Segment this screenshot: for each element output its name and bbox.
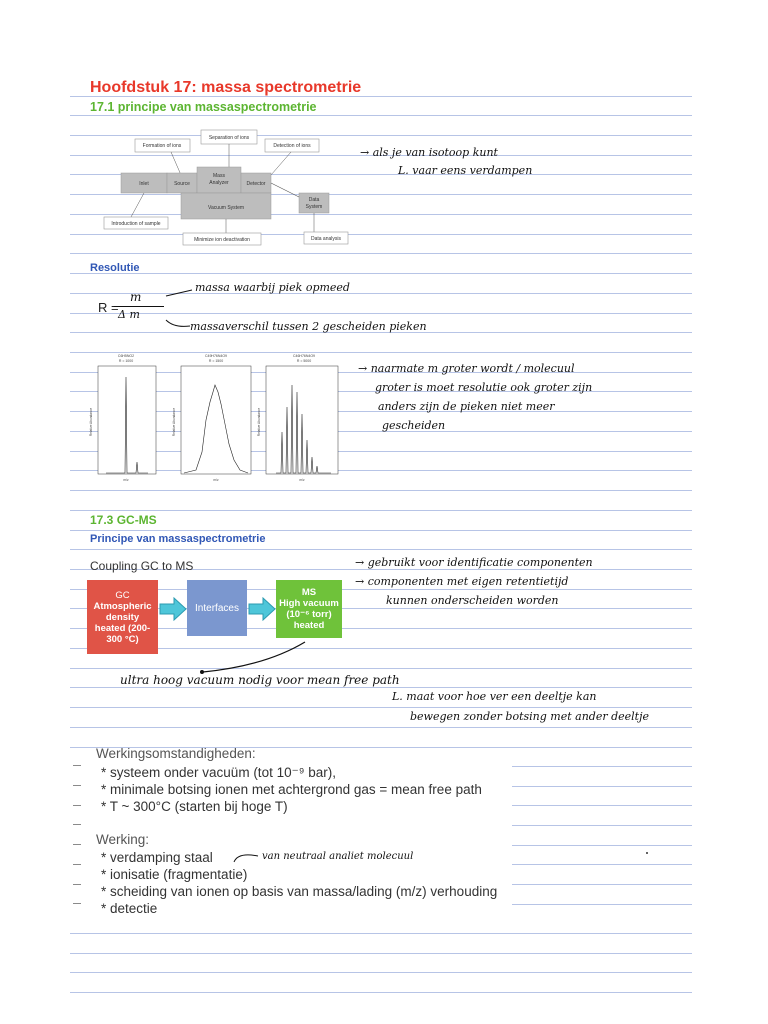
label-data-analysis: Data analysis <box>310 236 342 242</box>
label-intro: Introduction of sample <box>111 221 161 227</box>
spectrum-3-ylabel: Relative Abundance <box>257 407 261 437</box>
note-massaverschil: massaverschil tussen 2 gescheiden pieken <box>190 320 427 333</box>
note-anders: anders zijn de pieken niet meer <box>378 400 555 413</box>
arrow-interfaces-to-ms <box>248 597 276 621</box>
note-verdampen: L. vaar eens verdampen <box>398 164 533 177</box>
mass-spectrometer-diagram <box>101 127 354 247</box>
principe-heading: Principe van massaspectrometrie <box>90 533 266 545</box>
label-mass: Mass <box>213 173 225 179</box>
section-heading-principe: 17.1 principe van massaspectrometrie <box>90 100 317 114</box>
label-detection: Detection of ions <box>273 143 311 149</box>
label-separation: Separation of ions <box>208 135 250 141</box>
gc-box-line-1: GC <box>115 589 130 601</box>
dot-mark <box>646 852 648 854</box>
spectrum-1-subtitle: R = 1000 <box>118 359 134 363</box>
gc-box-line-4: heated (200- <box>94 622 151 634</box>
fraction-bar <box>114 306 164 307</box>
label-minimize: Minimize ion deactivation <box>194 237 250 243</box>
ms-box-line-1: MS <box>301 587 317 598</box>
note-kunnen: kunnen onderscheiden worden <box>386 594 559 607</box>
spectrum-2-ylabel: Relative Abundance <box>172 407 176 437</box>
label-vacuum: Vacuum System <box>207 205 245 211</box>
spectrum-3-xlabel: m/z <box>299 478 305 482</box>
note-gescheiden: gescheiden <box>382 419 446 432</box>
ms-box-line-2: High vacuum <box>279 598 339 609</box>
arrow-verdamping-note <box>232 850 260 864</box>
spectrum-2-xlabel: m/z <box>213 478 219 482</box>
gc-box-line-2: Atmospheric <box>93 600 152 612</box>
resolution-numerator: m <box>130 290 142 304</box>
spectrum-2-title: C49H76N4O9 <box>205 354 227 358</box>
label-data: Data <box>308 197 320 203</box>
gc-box <box>87 580 158 654</box>
werking-item-4: * detectie <box>101 901 158 916</box>
label-system: System <box>305 204 323 210</box>
note-naarmate: → naarmate m groter wordt / molecuul <box>358 362 575 375</box>
mass-spectra-figure <box>86 352 347 487</box>
resolution-denominator: Δ m <box>118 308 140 321</box>
note-componenten: → componenten met eigen retentietijd <box>355 575 569 588</box>
resolution-R: R = <box>98 300 119 315</box>
spectrum-1-ylabel: Relative Abundance <box>89 407 93 437</box>
werking-heading: Werking: <box>96 832 150 847</box>
arrow-gc-to-interfaces <box>159 597 187 621</box>
interfaces-box <box>187 580 247 636</box>
ms-box <box>276 580 342 638</box>
spectrum-1-title: C6H5NO2 <box>117 354 135 358</box>
note-neutraal: van neutraal analiet molecuul <box>262 851 414 862</box>
werking-item-3: * scheiding van ionen op basis van massa/lading (m/z) verhouding <box>101 884 498 899</box>
note-groter: groter is moet resolutie ook groter zijn <box>375 381 593 394</box>
werkingsomstandigheden-heading: Werkingsomstandigheden: <box>96 746 256 761</box>
note-bewegen: bewegen zonder botsing met ander deeltje <box>410 710 650 723</box>
coupling-label: Coupling GC to MS <box>90 559 194 573</box>
werkingsomst-item-1: * systeem onder vacuüm (tot 10⁻⁹ bar), <box>101 765 337 780</box>
note-ultra-hoog: ultra hoog vacuum nodig voor mean free path <box>120 673 400 687</box>
note-maat: L. maat voor hoe ver een deeltje kan <box>392 690 597 703</box>
resolutie-heading: Resolutie <box>90 262 140 274</box>
label-source: Source <box>174 181 190 187</box>
label-formation: Formation of ions <box>142 143 182 149</box>
note-massa: massa waarbij piek opmeed <box>195 281 350 294</box>
gc-box-line-5: 300 °C) <box>106 633 139 645</box>
werkingsomst-item-3: * T ~ 300°C (starten bij hoge T) <box>101 799 288 814</box>
spectrum-3-subtitle: R = 5000 <box>296 359 312 363</box>
spectrum-1-xlabel: m/z <box>123 478 129 482</box>
note-isotoop: → als je van isotoop kunt <box>360 146 498 159</box>
page-title: Hoofdstuk 17: massa spectrometrie <box>90 79 362 96</box>
werking-item-2: * ionisatie (fragmentatie) <box>101 867 248 882</box>
note-gebruikt: → gebruikt voor identificatie componenten <box>355 556 593 569</box>
werking-item-1: * verdamping staal <box>101 850 213 865</box>
label-analyzer: Analyzer <box>209 180 229 186</box>
label-inlet: Inlet <box>139 181 149 187</box>
gc-box-line-3: density <box>105 611 140 623</box>
section-heading-gcms: 17.3 GC-MS <box>90 513 157 527</box>
ms-box-line-3: (10⁻⁶ torr) <box>286 609 332 620</box>
werkingsomst-item-2: * minimale botsing ionen met achtergrond gas = mean free path <box>101 782 482 797</box>
ms-box-line-4: heated <box>293 620 325 631</box>
interfaces-label: Interfaces <box>195 602 239 614</box>
label-detector: Detector <box>246 181 266 187</box>
spectrum-3-title: C46H76N4O9 <box>293 354 315 358</box>
spectrum-2-subtitle: R = 1500 <box>208 359 224 363</box>
